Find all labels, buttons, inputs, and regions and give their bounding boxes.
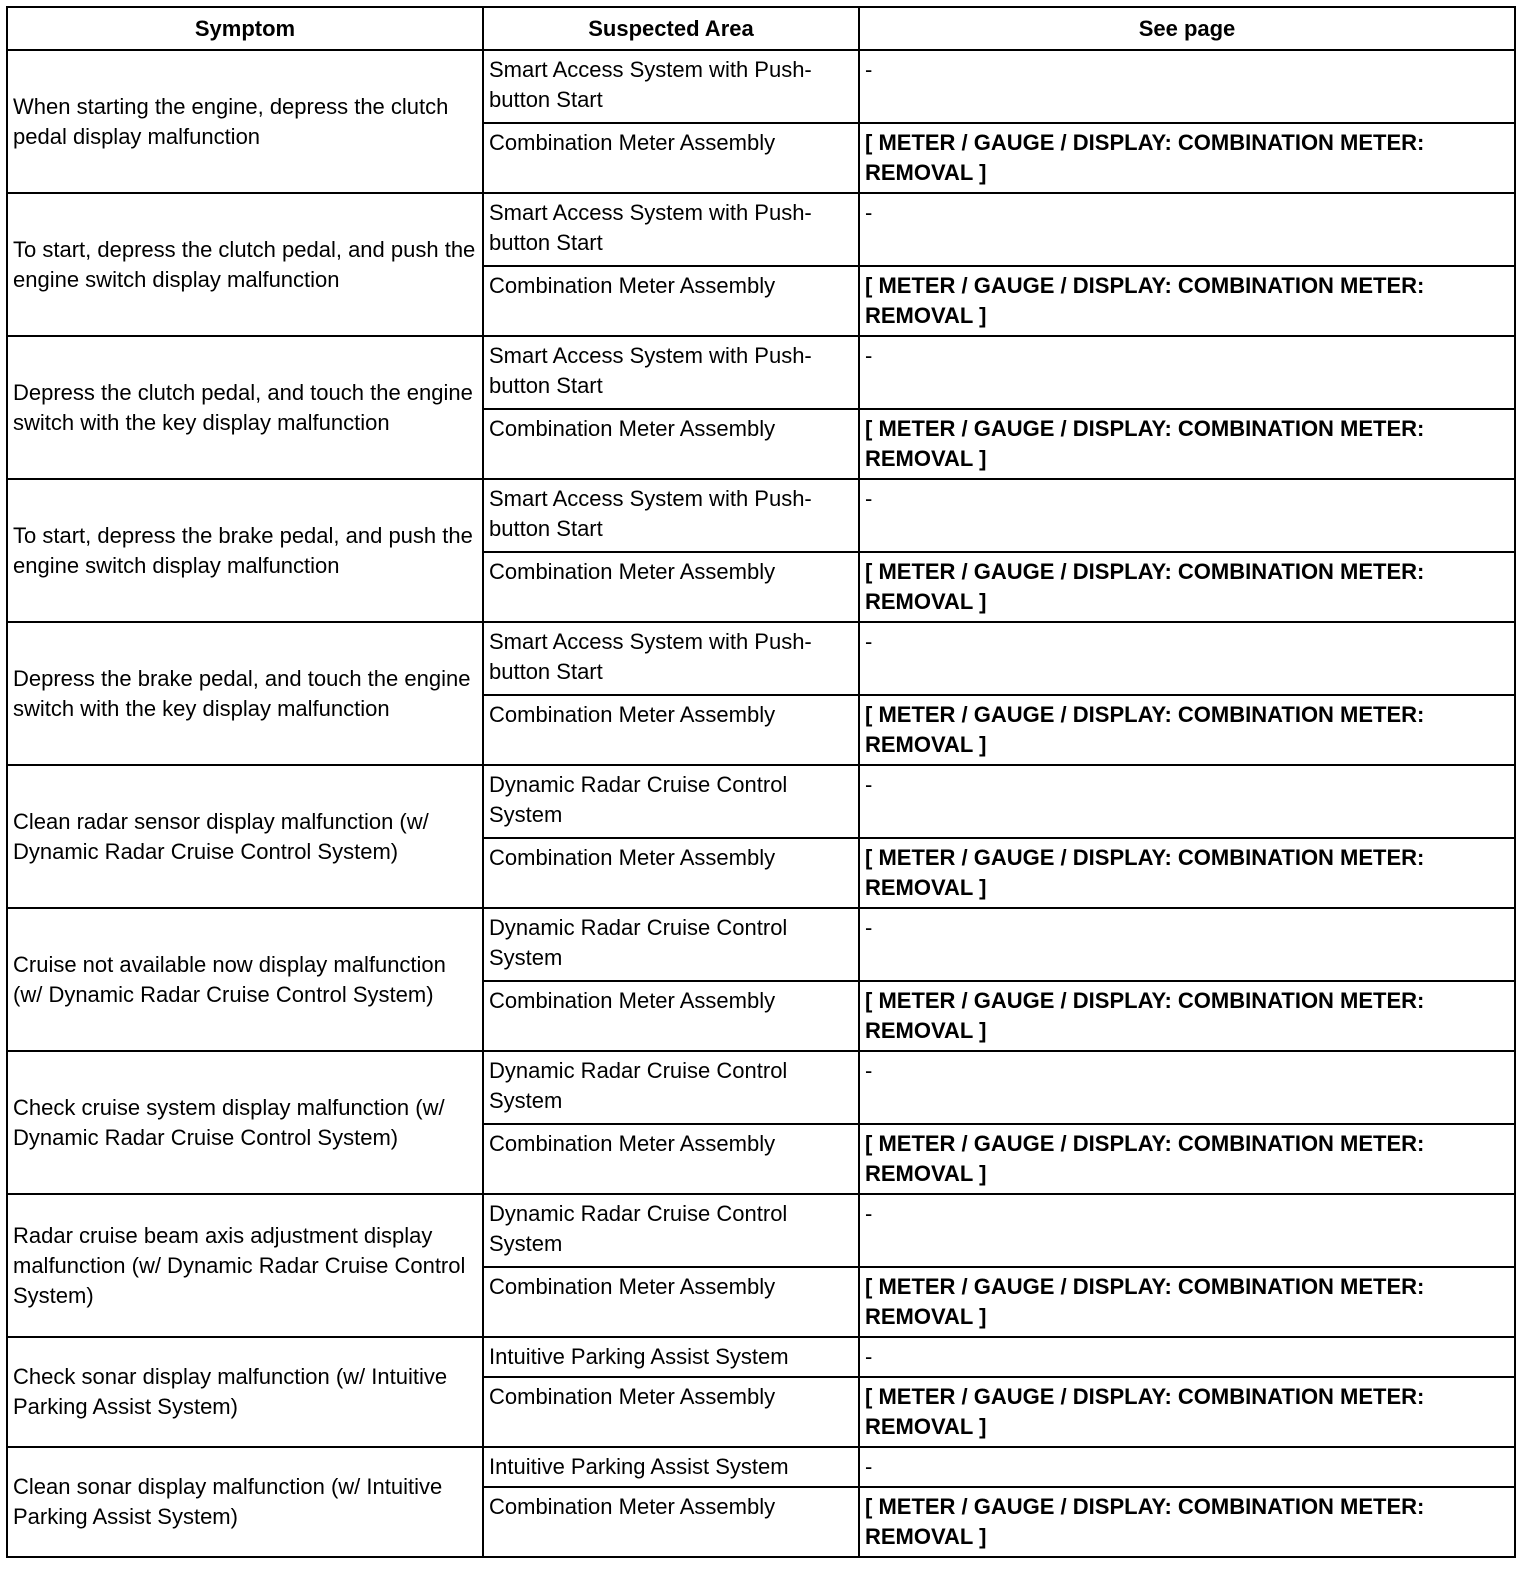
see-page-cell: - bbox=[859, 193, 1515, 266]
suspected-area-cell: Combination Meter Assembly bbox=[483, 838, 859, 908]
table-row bbox=[7, 1194, 1515, 1267]
suspected-area-cell: Dynamic Radar Cruise Control System bbox=[483, 765, 859, 838]
see-page-link[interactable]: [ METER / GAUGE / DISPLAY: COMBINATION METER: REMOVAL ] bbox=[859, 695, 1515, 765]
suspected-area-cell: Combination Meter Assembly bbox=[483, 1377, 859, 1447]
see-page-link[interactable]: [ METER / GAUGE / DISPLAY: COMBINATION METER: REMOVAL ] bbox=[859, 1267, 1515, 1337]
see-page-link[interactable]: [ METER / GAUGE / DISPLAY: COMBINATION METER: REMOVAL ] bbox=[859, 1124, 1515, 1194]
see-page-cell: - bbox=[859, 479, 1515, 552]
suspected-area-cell: Smart Access System with Push-button Start bbox=[483, 622, 859, 695]
see-page-link[interactable]: [ METER / GAUGE / DISPLAY: COMBINATION METER: REMOVAL ] bbox=[859, 552, 1515, 622]
symptom-cell: Depress the clutch pedal, and touch the engine switch with the key display malfunction bbox=[7, 336, 483, 479]
suspected-area-cell: Combination Meter Assembly bbox=[483, 266, 859, 336]
table-row bbox=[7, 1447, 1515, 1487]
see-page-cell: - bbox=[859, 765, 1515, 838]
see-page-link[interactable]: [ METER / GAUGE / DISPLAY: COMBINATION METER: REMOVAL ] bbox=[859, 1377, 1515, 1447]
symptom-cell: Depress the brake pedal, and touch the engine switch with the key display malfunction bbox=[7, 622, 483, 765]
diagnosis-table bbox=[6, 6, 1516, 1558]
suspected-area-cell: Intuitive Parking Assist System bbox=[483, 1447, 859, 1487]
see-page-cell: - bbox=[859, 50, 1515, 123]
see-page-link[interactable]: [ METER / GAUGE / DISPLAY: COMBINATION METER: REMOVAL ] bbox=[859, 1487, 1515, 1557]
table-row bbox=[7, 765, 1515, 838]
table-row bbox=[7, 1337, 1515, 1377]
symptom-cell: To start, depress the clutch pedal, and push the engine switch display malfunction bbox=[7, 193, 483, 336]
symptom-cell: Cruise not available now display malfunction (w/ Dynamic Radar Cruise Control System) bbox=[7, 908, 483, 1051]
see-page-cell: - bbox=[859, 1194, 1515, 1267]
header-symptom: Symptom bbox=[7, 7, 483, 50]
see-page-link[interactable]: [ METER / GAUGE / DISPLAY: COMBINATION METER: REMOVAL ] bbox=[859, 838, 1515, 908]
suspected-area-cell: Dynamic Radar Cruise Control System bbox=[483, 1194, 859, 1267]
table-row bbox=[7, 336, 1515, 409]
symptom-cell: Clean sonar display malfunction (w/ Intuitive Parking Assist System) bbox=[7, 1447, 483, 1557]
suspected-area-cell: Combination Meter Assembly bbox=[483, 409, 859, 479]
table-row bbox=[7, 193, 1515, 266]
table-row bbox=[7, 622, 1515, 695]
table-row bbox=[7, 1051, 1515, 1124]
suspected-area-cell: Dynamic Radar Cruise Control System bbox=[483, 1051, 859, 1124]
symptom-cell: Check sonar display malfunction (w/ Intuitive Parking Assist System) bbox=[7, 1337, 483, 1447]
see-page-link[interactable]: [ METER / GAUGE / DISPLAY: COMBINATION METER: REMOVAL ] bbox=[859, 266, 1515, 336]
symptom-cell: Radar cruise beam axis adjustment display malfunction (w/ Dynamic Radar Cruise Control System) bbox=[7, 1194, 483, 1337]
see-page-cell: - bbox=[859, 1337, 1515, 1377]
symptom-cell: When starting the engine, depress the clutch pedal display malfunction bbox=[7, 50, 483, 193]
suspected-area-cell: Combination Meter Assembly bbox=[483, 123, 859, 193]
suspected-area-cell: Combination Meter Assembly bbox=[483, 695, 859, 765]
see-page-cell: - bbox=[859, 1447, 1515, 1487]
see-page-cell: - bbox=[859, 622, 1515, 695]
table-header-row bbox=[7, 7, 1515, 50]
see-page-link[interactable]: [ METER / GAUGE / DISPLAY: COMBINATION METER: REMOVAL ] bbox=[859, 409, 1515, 479]
suspected-area-cell: Combination Meter Assembly bbox=[483, 1487, 859, 1557]
suspected-area-cell: Smart Access System with Push-button Start bbox=[483, 193, 859, 266]
table-row bbox=[7, 50, 1515, 123]
table-row bbox=[7, 908, 1515, 981]
suspected-area-cell: Smart Access System with Push-button Start bbox=[483, 50, 859, 123]
see-page-link[interactable]: [ METER / GAUGE / DISPLAY: COMBINATION METER: REMOVAL ] bbox=[859, 981, 1515, 1051]
suspected-area-cell: Combination Meter Assembly bbox=[483, 1124, 859, 1194]
suspected-area-cell: Smart Access System with Push-button Start bbox=[483, 336, 859, 409]
see-page-link[interactable]: [ METER / GAUGE / DISPLAY: COMBINATION METER: REMOVAL ] bbox=[859, 123, 1515, 193]
table-row bbox=[7, 479, 1515, 552]
symptom-cell: Check cruise system display malfunction (w/ Dynamic Radar Cruise Control System) bbox=[7, 1051, 483, 1194]
see-page-cell: - bbox=[859, 1051, 1515, 1124]
see-page-cell: - bbox=[859, 336, 1515, 409]
see-page-cell: - bbox=[859, 908, 1515, 981]
symptom-cell: Clean radar sensor display malfunction (w/ Dynamic Radar Cruise Control System) bbox=[7, 765, 483, 908]
suspected-area-cell: Intuitive Parking Assist System bbox=[483, 1337, 859, 1377]
header-suspected-area: Suspected Area bbox=[483, 7, 859, 50]
suspected-area-cell: Combination Meter Assembly bbox=[483, 552, 859, 622]
table-body bbox=[7, 50, 1515, 1557]
suspected-area-cell: Smart Access System with Push-button Start bbox=[483, 479, 859, 552]
symptom-cell: To start, depress the brake pedal, and push the engine switch display malfunction bbox=[7, 479, 483, 622]
header-see-page: See page bbox=[859, 7, 1515, 50]
suspected-area-cell: Dynamic Radar Cruise Control System bbox=[483, 908, 859, 981]
suspected-area-cell: Combination Meter Assembly bbox=[483, 1267, 859, 1337]
suspected-area-cell: Combination Meter Assembly bbox=[483, 981, 859, 1051]
